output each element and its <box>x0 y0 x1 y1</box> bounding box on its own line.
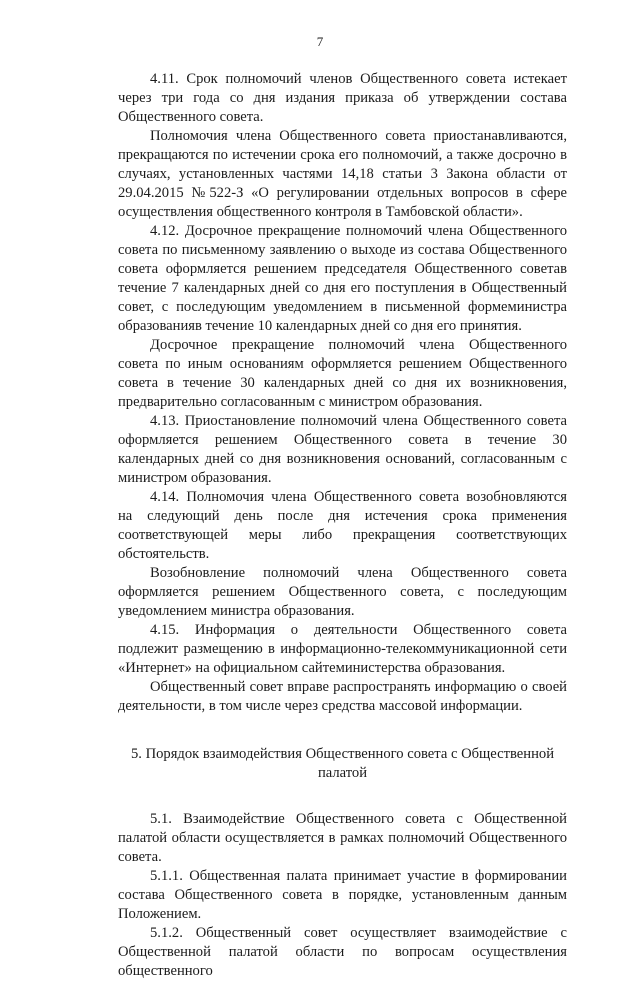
paragraph-4-12: 4.12. Досрочное прекращение полномочий члена Общественного совета по письменному заявлению о выходе из состава Общественного совета оформляется решением председателя Общественного советав течение 7 календарных дней со дня его поступления в Общественный совет, с последующим уведомлением в письменной формеминистра образованияв течение 10 календарных дней со дня его принятия. <box>118 223 567 334</box>
paragraph-5-1-2: 5.1.2. Общественный совет осуществляет взаимодействие с Общественной палатой области по вопросам осуществления общественного <box>118 925 567 979</box>
paragraph-5-1: 5.1. Взаимодействие Общественного совета с Общественной палатой области осуществляется в рамках полномочий Общественного совета. <box>118 811 567 865</box>
page-number: 7 <box>316 34 324 49</box>
paragraph-resumption: Возобновление полномочий члена Общественного совета оформляется решением Общественного совета, с последующим уведомлением министра образования. <box>118 565 567 619</box>
section-5-heading: 5. Порядок взаимодействия Общественного совета с Общественной палатой <box>130 746 555 781</box>
paragraph-5-1-1: 5.1.1. Общественная палата принимает участие в формировании состава Общественного совета в порядке, установленным данным Положением. <box>118 868 567 922</box>
document-body <box>118 70 567 981</box>
paragraph-4-13: 4.13. Приостановление полномочий члена Общественного совета оформляется решением Общественного совета в течение 30 календарных дней со дня возникновения оснований, согласованным с министром образования. <box>118 413 567 486</box>
paragraph-4-11: 4.11. Срок полномочий членов Общественного совета истекает через три года со дня издания приказа об утверждении состава Общественного совета. <box>118 71 567 125</box>
paragraph-early-termination: Досрочное прекращение полномочий члена Общественного совета по иным основаниям оформляется решением Общественного совета в течение 30 календарных дней со дня их возникновения, предварительно согласованным с министром образования. <box>118 337 567 410</box>
paragraph-4-14: 4.14. Полномочия члена Общественного совета возобновляются на следующий день после дня истечения срока применения соответствующей меры либо прекращения соответствующих обстоятельств. <box>118 489 567 562</box>
paragraph-dissemination: Общественный совет вправе распространять информацию о своей деятельности, в том числе через средства массовой информации. <box>118 679 567 714</box>
paragraph-4-15: 4.15. Информация о деятельности Общественного совета подлежит размещению в информационно-телекоммуникационной сети «Интернет» на официальном сайтеминистерства образования. <box>118 622 567 676</box>
paragraph-suspension: Полномочия члена Общественного совета приостанавливаются, прекращаются по истечении срока его полномочий, а также досрочно в случаях, установленных частями 14,18 статьи 3 Закона области от 29.04.2015 №522-З «О регулировании отдельных вопросов в сфере осуществления общественного контроля в Тамбовской области». <box>118 128 567 220</box>
